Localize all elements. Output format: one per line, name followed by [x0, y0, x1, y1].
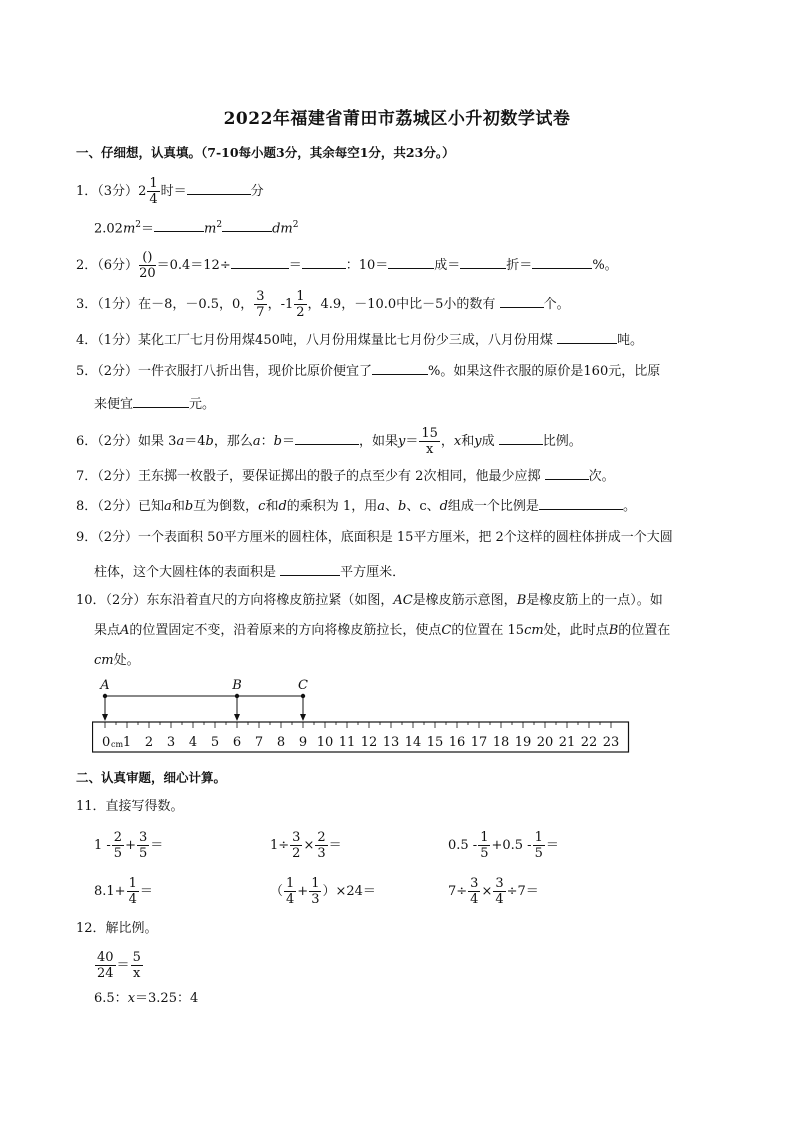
ruler-diagram — [92, 676, 632, 758]
ruler-tick-label: 6 — [232, 735, 242, 750]
ruler-tick-label: 10 — [316, 735, 334, 750]
ruler-tick-label: 8 — [276, 735, 286, 750]
point-label-c: C — [298, 678, 308, 693]
ruler-tick-label: 17 — [470, 735, 488, 750]
arrow-head — [234, 714, 240, 721]
question-10c: cm处。 — [94, 653, 140, 668]
ruler-tick-label: 12 — [360, 735, 378, 750]
q2-blank-4[interactable] — [460, 255, 506, 269]
expr-5: （ $\frac{1}{4}$ + $\frac{1}{3}$ ）×24＝ — [270, 876, 376, 907]
q1-score: （3分） — [97, 184, 139, 199]
ruler-tick-label: 3 — [166, 735, 176, 750]
q1b-blank-1[interactable] — [154, 218, 204, 232]
section-1-heading: 一、仔细想，认真填。（7-10每小题3分，其余每空1分，共23分。） — [76, 145, 455, 160]
proportion-1: $\frac{40}{24}$ ＝ $\frac{5}{x}$ — [97, 950, 141, 981]
arrow-head — [300, 714, 306, 721]
expr-1: 1 - $\frac{2}{5}$ + $\frac{3}{5}$ ＝ — [94, 830, 164, 861]
point-label-b: B — [232, 678, 242, 693]
ruler-tick-label: 1 — [122, 735, 132, 750]
q2-blank-2[interactable] — [302, 255, 346, 269]
question-10b: 果点A的位置固定不变，沿着原来的方向将橡皮筋拉长，使点C的位置在 15cm处，此时点B的位置在 — [94, 623, 671, 638]
point-label-a: A — [100, 678, 110, 693]
q8-blank[interactable] — [539, 496, 623, 510]
q7-blank[interactable] — [545, 466, 589, 480]
q4-blank[interactable] — [557, 330, 617, 344]
q6-blank-2[interactable] — [499, 431, 543, 445]
question-5: 5．（2分）一件衣服打八折出售，现价比原价便宜了 %。如果这件衣服的原价是160元，比原 — [76, 361, 660, 381]
q2-blank-1[interactable] — [231, 255, 289, 269]
q1-blank[interactable] — [187, 181, 251, 195]
question-6: 6．（2分）如果 3a＝4b，那么a：b＝ ，如果y＝ $\frac{15}{x}$ ，x和y成 比例。 — [76, 426, 582, 457]
ruler-tick-label: 16 — [448, 735, 466, 750]
question-3: 3．（1分）在－8，－0.5，0， $\frac{3}{7}$ ，-1 $\frac{1}{2}$ ，4.9，－10.0中比－5小的数有 个。 — [76, 289, 570, 320]
q1-number: 1． — [76, 184, 98, 199]
question-5b: 来便宜 元。 — [94, 394, 215, 414]
arrow-head — [102, 714, 108, 721]
expr-2: 1÷ $\frac{3}{2}$ × $\frac{2}{3}$ ＝ — [270, 830, 342, 861]
question-9b: 柱体，这个大圆柱体的表面积是 平方厘米． — [94, 562, 405, 582]
ruler-tick-label: 5 — [210, 735, 220, 750]
ruler-tick-label: 18 — [492, 735, 510, 750]
ruler-tick-label: 0 — [102, 735, 111, 750]
ruler-tick-label: 2 — [144, 735, 154, 750]
page-title: 2022年福建省莆田市荔城区小升初数学试卷 — [223, 109, 571, 129]
question-9: 9．（2分）一个表面积 50平方厘米的圆柱体，底面积是 15平方厘米，把 2个这样的圆柱体拼成一个大圆 — [76, 530, 673, 545]
q9-blank[interactable] — [280, 562, 340, 576]
q1-whole: 2 — [138, 184, 147, 199]
question-12: 12．解比例。 — [76, 921, 158, 936]
section-2-heading: 二、认真审题，细心计算。 — [76, 770, 227, 785]
question-7: 7．（2分）王东掷一枚骰子，要保证掷出的骰子的点至少有 2次相同，他最少应掷 次。 — [76, 466, 615, 486]
ruler-tick-label: 4 — [188, 735, 198, 750]
ruler-tick-label: 19 — [514, 735, 532, 750]
expr-6: 7÷ $\frac{3}{4}$ × $\frac{3}{4}$ ÷7＝ — [448, 876, 539, 907]
ruler-tick-label: 23 — [602, 735, 620, 750]
q1-text: 时＝ — [160, 184, 187, 199]
ruler-tick-label: 7 — [254, 735, 264, 750]
q5-blank-1[interactable] — [372, 361, 428, 375]
expr-4: 8.1+ $\frac{1}{4}$ ＝ — [94, 876, 153, 907]
ruler-tick-label: 13 — [382, 735, 400, 750]
question-8: 8．（2分）已知a和b互为倒数，c和d的乘积为 1，用a、b、c、d组成一个比例是 。 — [76, 496, 636, 516]
q1-unit: 分 — [250, 184, 264, 199]
question-10: 10．（2分）东东沿着直尺的方向将橡皮筋拉紧（如图，AC是橡皮筋示意图，B是橡皮筋上的一点）。如 — [76, 593, 663, 608]
proportion-2: 6.5：x＝3.25：4 — [94, 991, 199, 1006]
question-1 — [76, 176, 264, 207]
ruler-tick-label: 22 — [580, 735, 598, 750]
question-2: 2．（6分） $\frac{()}{20}$ ＝0.4＝12÷ ＝ ：10＝ 成＝ 折＝ %。 — [76, 250, 618, 281]
question-4: 4．（1分）某化工厂七月份用煤450吨，八月份用煤量比七月份少三成，八月份用煤 吨。 — [76, 330, 643, 350]
ruler-tick-label: 20 — [536, 735, 554, 750]
expr-3: 0.5 - $\frac{1}{5}$ +0.5 - $\frac{1}{5}$ ＝ — [448, 830, 559, 861]
q1b-blank-2[interactable] — [222, 218, 272, 232]
q6-blank-1[interactable] — [295, 431, 359, 445]
ruler-tick-label: 11 — [338, 735, 356, 750]
question-1b: $2.02m^2= m^2$ $dm^2$ — [94, 220, 299, 237]
q2-blank-3[interactable] — [388, 255, 434, 269]
question-11: 11．直接写得数。 — [76, 799, 184, 814]
ruler-tick-label: 9 — [298, 735, 308, 750]
q3-blank[interactable] — [500, 294, 544, 308]
q2-fraction: $\frac{()}{20}$ — [139, 250, 156, 281]
q1-fraction: $\frac{1}{4}$ — [149, 176, 158, 207]
ruler-tick-label: 21 — [558, 735, 576, 750]
q2-blank-5[interactable] — [532, 255, 592, 269]
ruler-tick-label: 14 — [404, 735, 422, 750]
q5-blank-2[interactable] — [133, 394, 189, 408]
ruler-unit-label: cm — [111, 740, 124, 749]
ruler-tick-label: 15 — [426, 735, 444, 750]
